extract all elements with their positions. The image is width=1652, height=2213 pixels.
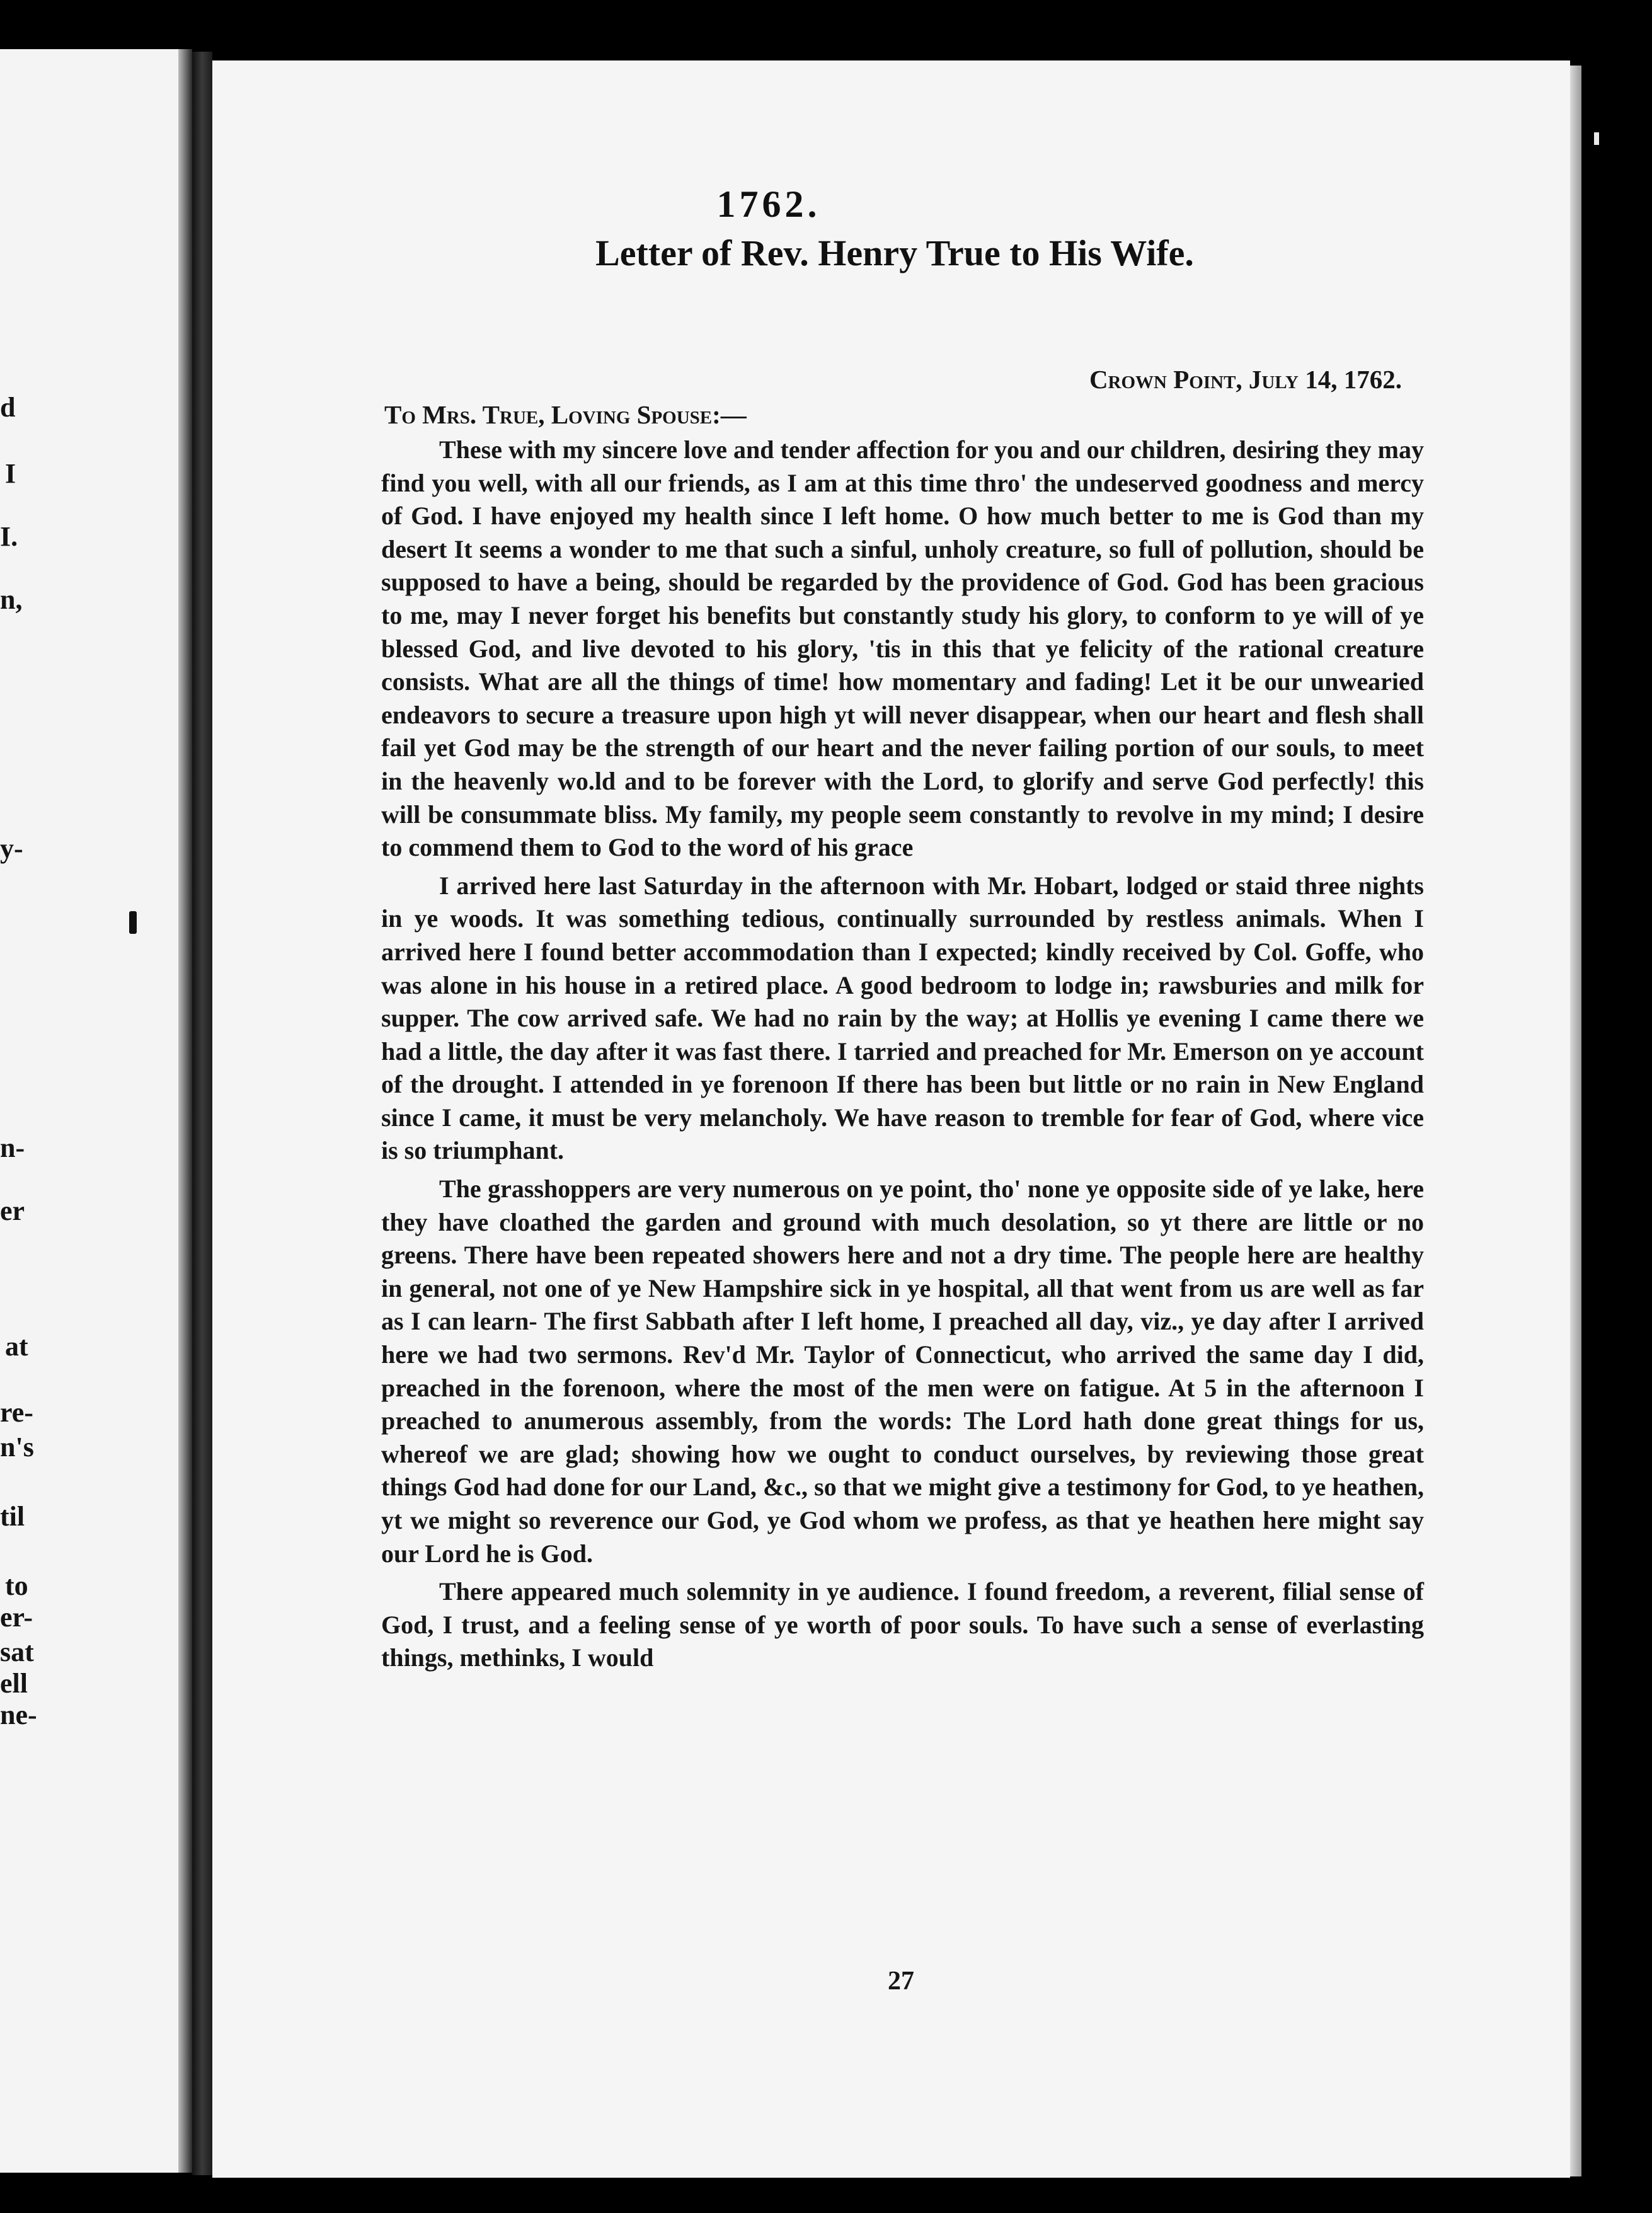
letter-paragraph: There appeared much solemnity in ye audience. I found freedom, a reverent, filial sense of God, I trust, and a feeling sense of ye worth of poor souls. To have such a sense of everlasting things, methinks, I would: [381, 1577, 1424, 1672]
fragment-line: n's: [0, 1432, 34, 1463]
left-facing-page: [0, 49, 192, 2173]
fragment-line: to: [5, 1570, 28, 1601]
left-page-gutter-shadow: [178, 49, 192, 2173]
fragment-line: sat: [0, 1636, 34, 1667]
letter-dateline: Crown Point, July 14, 1762.: [1089, 365, 1402, 394]
fragment-line: ell: [0, 1668, 28, 1699]
fragment-line: re-: [0, 1397, 33, 1428]
fragment-line: at: [5, 1331, 28, 1362]
ink-blot: [129, 911, 137, 934]
fragment-line: n-: [0, 1132, 25, 1163]
fragment-line: I: [5, 458, 16, 489]
fragment-line: er: [0, 1195, 25, 1226]
letter-paragraph: These with my sincere love and tender affection for you and our children, desiring they may find you well, with all our friends, as I am at this time thro' the undeserved goodness and mercy of God. I have enjoyed my health since I left home. O how much better to me is God than my desert It seems a wonder to me that such a sinful, unholy creature, so full of pollution, should be supposed to have a being, should be regarded by the providence of God. God has been gracious to me, may I never forget his benefits but constantly study his glory, to conform to ye will of ye blessed God, and live devoted to his glory, 'tis in this that ye felicity of the rational creature consists. What are all the things of time! how momentary and fading! Let it be our unwearied endeavors to secure a treasure upon high yt will never disappear, when our heart and flesh shall fail yet God may be the strength of our heart and the never failing portion of our souls, to meet in the heavenly wo.ld and to be forever with the Lord, to glorify and serve God perfectly! this will be consummate bliss. My family, my people seem constantly to revolve in my mind; I desire to commend them to God to the word of his grace: [381, 435, 1424, 862]
book-spine: [192, 52, 212, 2175]
page-title: Letter of Rev. Henry True to His Wife.: [595, 233, 1194, 273]
letter-body: [381, 434, 1424, 1680]
fragment-line: ne-: [0, 1699, 37, 1730]
scan-mark: [1594, 132, 1599, 145]
page-edge: [1570, 66, 1581, 2176]
page-year-heading: 1762.: [716, 183, 821, 225]
letter-paragraph: The grasshoppers are very numerous on ye point, tho' none ye opposite side of ye lake, here they have cloathed the garden and ground with much desolation, so yt there are little or no greens. There have been repeated showers here and not a dry time. The people here are healthy in general, not one of ye New Hampshire sick in ye hospital, all that went from us are well as far as I can learn- The first Sabbath after I left home, I preached all day, viz., ye day after I arrived here we had two sermons. Rev'd Mr. Taylor of Connecticut, who arrived the same day I did, preached in the forenoon, where the most of the men were on fatigue. At 5 in the afternoon I preached to anumerous assembly, from the words: The Lord hath done great things for us, whereof we are glad; showing how we ought to conduct ourselves, by reviewing those great things God had done for our Land, &c., so that we might give a testimony for God, to ye heathen, yt we might so reverence our God, ye God whom we profess, as that ye heathen here might say our Lord he is God.: [381, 1175, 1424, 1568]
fragment-line: er-: [0, 1602, 33, 1633]
fragment-line: I.: [0, 521, 18, 552]
fragment-line: y-: [0, 833, 23, 864]
fragment-line: d: [0, 392, 16, 423]
letter-salutation: To Mrs. True, Loving Spouse:—: [384, 400, 747, 429]
fragment-line: til: [0, 1501, 25, 1532]
fragment-line: n,: [0, 584, 23, 615]
letter-paragraph: I arrived here last Saturday in the afternoon with Mr. Hobart, lodged or staid three nights in ye woods. It was something tedious, continually surrounded by restless animals. When I arrived here I found better accommodation than I expected; kindly received by Col. Goffe, who was alone in his house in a retired place. A good bedroom to lodge in; rawsburies and milk for supper. The cow arrived safe. We had no rain by the way; at Hollis ye evening I came there we had a little, the day after it was fast there. I tarried and preached for Mr. Emerson on ye account of the drought. I attended in ye forenoon If there has been but little or no rain in New England since I came, it must be very melancholy. We have reason to tremble for fear of God, where vice is so triumphant.: [381, 871, 1424, 1165]
page-number: 27: [888, 1967, 914, 1996]
